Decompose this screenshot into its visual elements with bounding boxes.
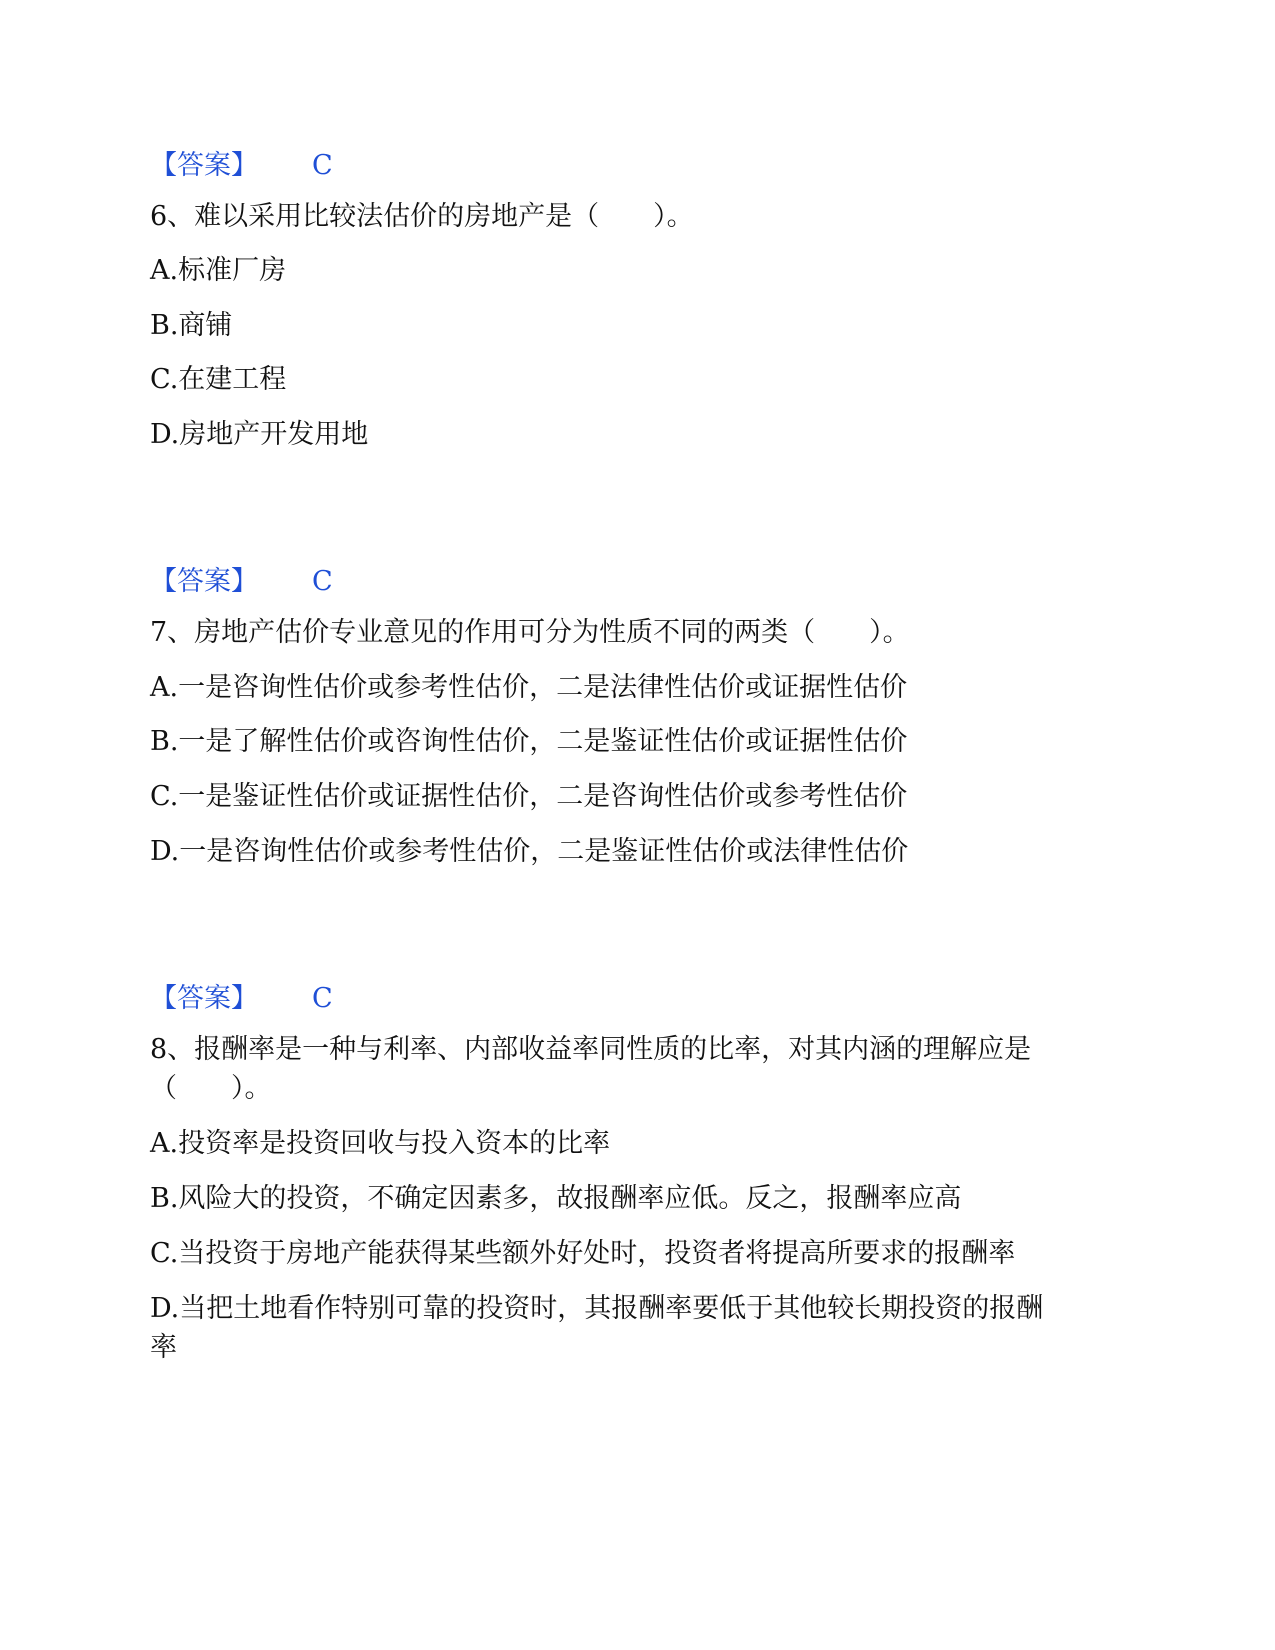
question-8-option-d-line-1: D.当把土地看作特别可靠的投资时，其报酬率要低于其他较长期投资的报酬 (150, 1293, 1044, 1324)
question-8-line-1: 8、报酬率是一种与利率、内部收益率同性质的比率，对其内涵的理解应是 (150, 1034, 1032, 1065)
question-8-option-b: B.风险大的投资，不确定因素多，故报酬率应低。反之，报酬率应高 (150, 1183, 962, 1214)
question-6-option-d: D.房地产开发用地 (150, 419, 369, 450)
answer-row (150, 562, 1110, 602)
answer-label: 【答案】 (150, 983, 258, 1014)
question-6-option-c: C.在建工程 (150, 364, 287, 395)
question-7: 7、房地产估价专业意见的作用可分为性质不同的两类（ ）。 (150, 617, 910, 648)
question-7-option-d: D.一是咨询性估价或参考性估价，二是鉴证性估价或法律性估价 (150, 836, 909, 867)
question-7-option-b: B.一是了解性估价或咨询性估价，二是鉴证性估价或证据性估价 (150, 726, 908, 757)
question-6-option-a: A.标准厂房 (150, 255, 287, 286)
question-8-option-a: A.投资率是投资回收与投入资本的比率 (150, 1128, 611, 1159)
question-7-option-a: A.一是咨询性估价或参考性估价，二是法律性估价或证据性估价 (150, 672, 908, 703)
question-8-line-2: （ ）。 (150, 1073, 272, 1104)
answer-row (150, 146, 1110, 186)
answer-value: C (312, 983, 333, 1014)
answer-value: C (312, 566, 333, 597)
question-8-option-d-line-2: 率 (150, 1332, 177, 1363)
answer-label: 【答案】 (150, 150, 258, 181)
question-8-option-c: C.当投资于房地产能获得某些额外好处时，投资者将提高所要求的报酬率 (150, 1238, 1016, 1269)
answer-value: C (312, 150, 333, 181)
question-6: 6、难以采用比较法估价的房地产是（ ）。 (150, 201, 694, 232)
question-7-option-c: C.一是鉴证性估价或证据性估价，二是咨询性估价或参考性估价 (150, 781, 908, 812)
answer-row (150, 979, 1110, 1019)
answer-label: 【答案】 (150, 566, 258, 597)
question-6-option-b: B.商铺 (150, 310, 233, 341)
